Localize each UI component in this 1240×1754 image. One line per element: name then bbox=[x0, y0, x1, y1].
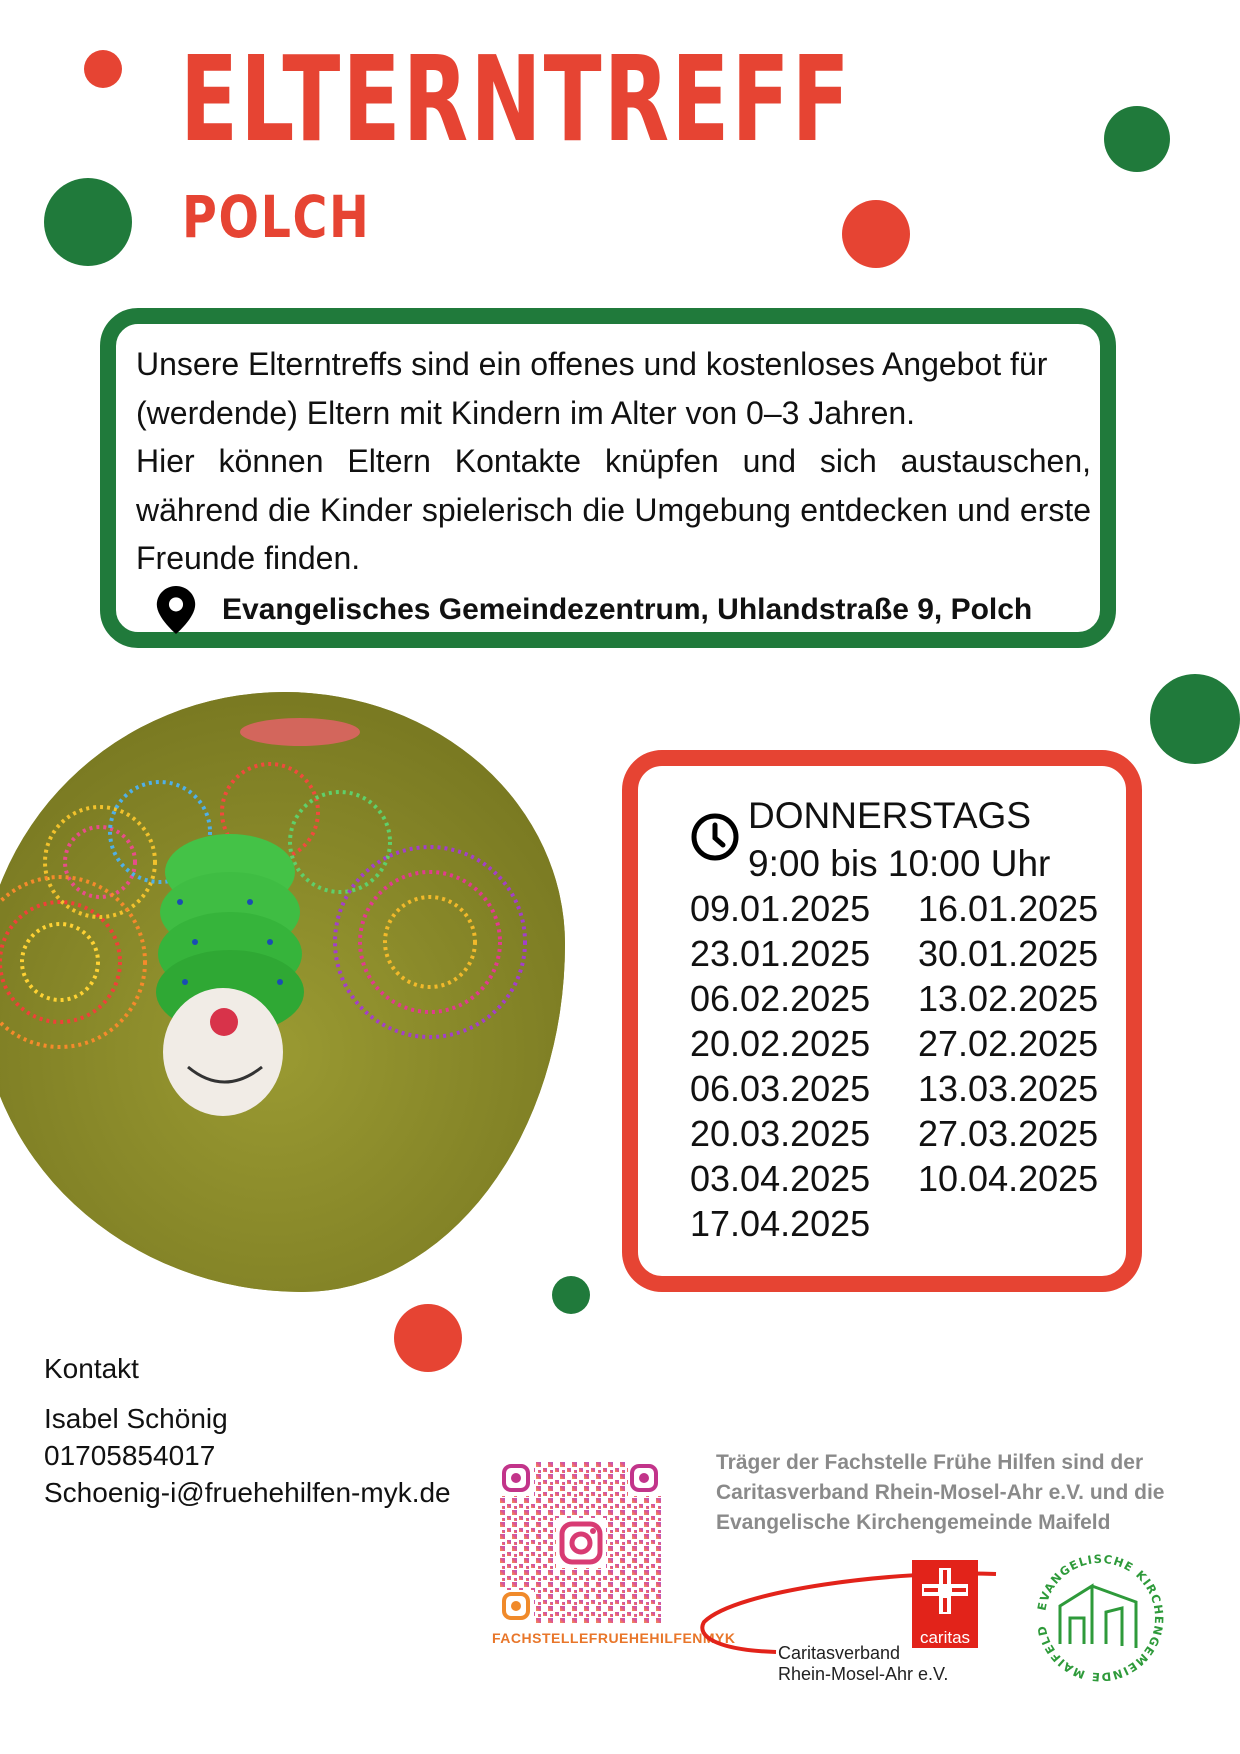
caritas-line-1: Caritasverband bbox=[778, 1643, 901, 1663]
date-item: 27.02.2025 bbox=[918, 1023, 1099, 1064]
caritas-cross-icon bbox=[912, 1560, 978, 1622]
caterpillar-illustration bbox=[0, 692, 565, 1292]
photo-caterpillar-toy bbox=[0, 692, 565, 1292]
qr-label: FACHSTELLEFRUEHEHILFENMYK bbox=[492, 1630, 736, 1646]
date-item: 06.03.2025 bbox=[690, 1068, 871, 1109]
contact-heading: Kontakt bbox=[44, 1353, 139, 1384]
schedule-day: DONNERSTAGS bbox=[748, 795, 1032, 836]
date-item: 27.03.2025 bbox=[918, 1113, 1099, 1154]
info-paragraph-1: Unsere Elterntreffs sind ein offenes und kostenloses Angebot für (werdende) Eltern mit Kindern im Alter von 0–3 Jahren. bbox=[136, 346, 1048, 431]
date-item: 30.01.2025 bbox=[918, 933, 1099, 974]
info-text bbox=[136, 340, 1091, 583]
deco-dot bbox=[394, 1304, 462, 1372]
date-item: 10.04.2025 bbox=[918, 1158, 1099, 1199]
location-pin-icon bbox=[156, 586, 196, 634]
schedule-hours: 9:00 bis 10:00 Uhr bbox=[748, 843, 1051, 884]
caritas-name bbox=[778, 1643, 948, 1685]
contact-name: Isabel Schönig bbox=[44, 1403, 228, 1434]
page-title: ELTERNTREFF bbox=[180, 30, 852, 168]
date-item: 23.01.2025 bbox=[690, 933, 871, 974]
info-paragraph-2: Hier können Eltern Kontakte knüpfen und sich austauschen, während die Kinder spielerisch die Umgebung entdecken und erste Freunde finden. bbox=[136, 443, 1091, 576]
date-item: 03.04.2025 bbox=[690, 1158, 871, 1199]
instagram-qr-code[interactable] bbox=[500, 1462, 662, 1624]
caritas-badge-label: caritas bbox=[919, 1628, 971, 1647]
date-item: 20.02.2025 bbox=[690, 1023, 871, 1064]
caritas-line-2: Rhein-Mosel-Ahr e.V. bbox=[778, 1664, 949, 1684]
deco-dot bbox=[842, 200, 910, 268]
address-text: Evangelisches Gemeindezentrum, Uhlandstraße 9, Polch bbox=[222, 593, 1033, 626]
date-item: 06.02.2025 bbox=[690, 978, 871, 1019]
address bbox=[156, 586, 1032, 634]
info-box bbox=[100, 308, 1116, 648]
deco-dot bbox=[1150, 674, 1240, 764]
contact-email[interactable]: Schoenig-i@fruehehilfen-myk.de bbox=[44, 1477, 451, 1508]
deco-dot bbox=[552, 1276, 590, 1314]
caritas-badge bbox=[912, 1560, 978, 1648]
date-item: 17.04.2025 bbox=[690, 1203, 871, 1244]
contact-phone[interactable]: 01705854017 bbox=[44, 1440, 216, 1471]
clock-icon bbox=[690, 812, 740, 862]
date-list bbox=[690, 886, 1110, 1246]
date-item: 20.03.2025 bbox=[690, 1113, 871, 1154]
date-item: 16.01.2025 bbox=[918, 888, 1099, 929]
date-item: 09.01.2025 bbox=[690, 888, 871, 929]
deco-dot bbox=[84, 50, 122, 88]
deco-dot bbox=[44, 178, 132, 266]
church-logo bbox=[1030, 1548, 1170, 1688]
date-item: 13.03.2025 bbox=[918, 1068, 1099, 1109]
svg-text:EVANGELISCHE KIRCHENGEMEINDE M bbox=[1034, 1552, 1166, 1684]
schedule-box bbox=[622, 750, 1142, 1292]
church-logo-ring-text: EVANGELISCHE KIRCHENGEMEINDE MAIFELD bbox=[1034, 1551, 1167, 1685]
date-item: 13.02.2025 bbox=[918, 978, 1099, 1019]
sponsor-text: Träger der Fachstelle Frühe Hilfen sind der Caritasverband Rhein-Mosel-Ahr e.V. und die Evangelische Kirchengemeinde Maifeld bbox=[716, 1451, 1165, 1534]
deco-dot bbox=[1104, 106, 1170, 172]
page-subtitle: POLCH bbox=[182, 183, 371, 251]
